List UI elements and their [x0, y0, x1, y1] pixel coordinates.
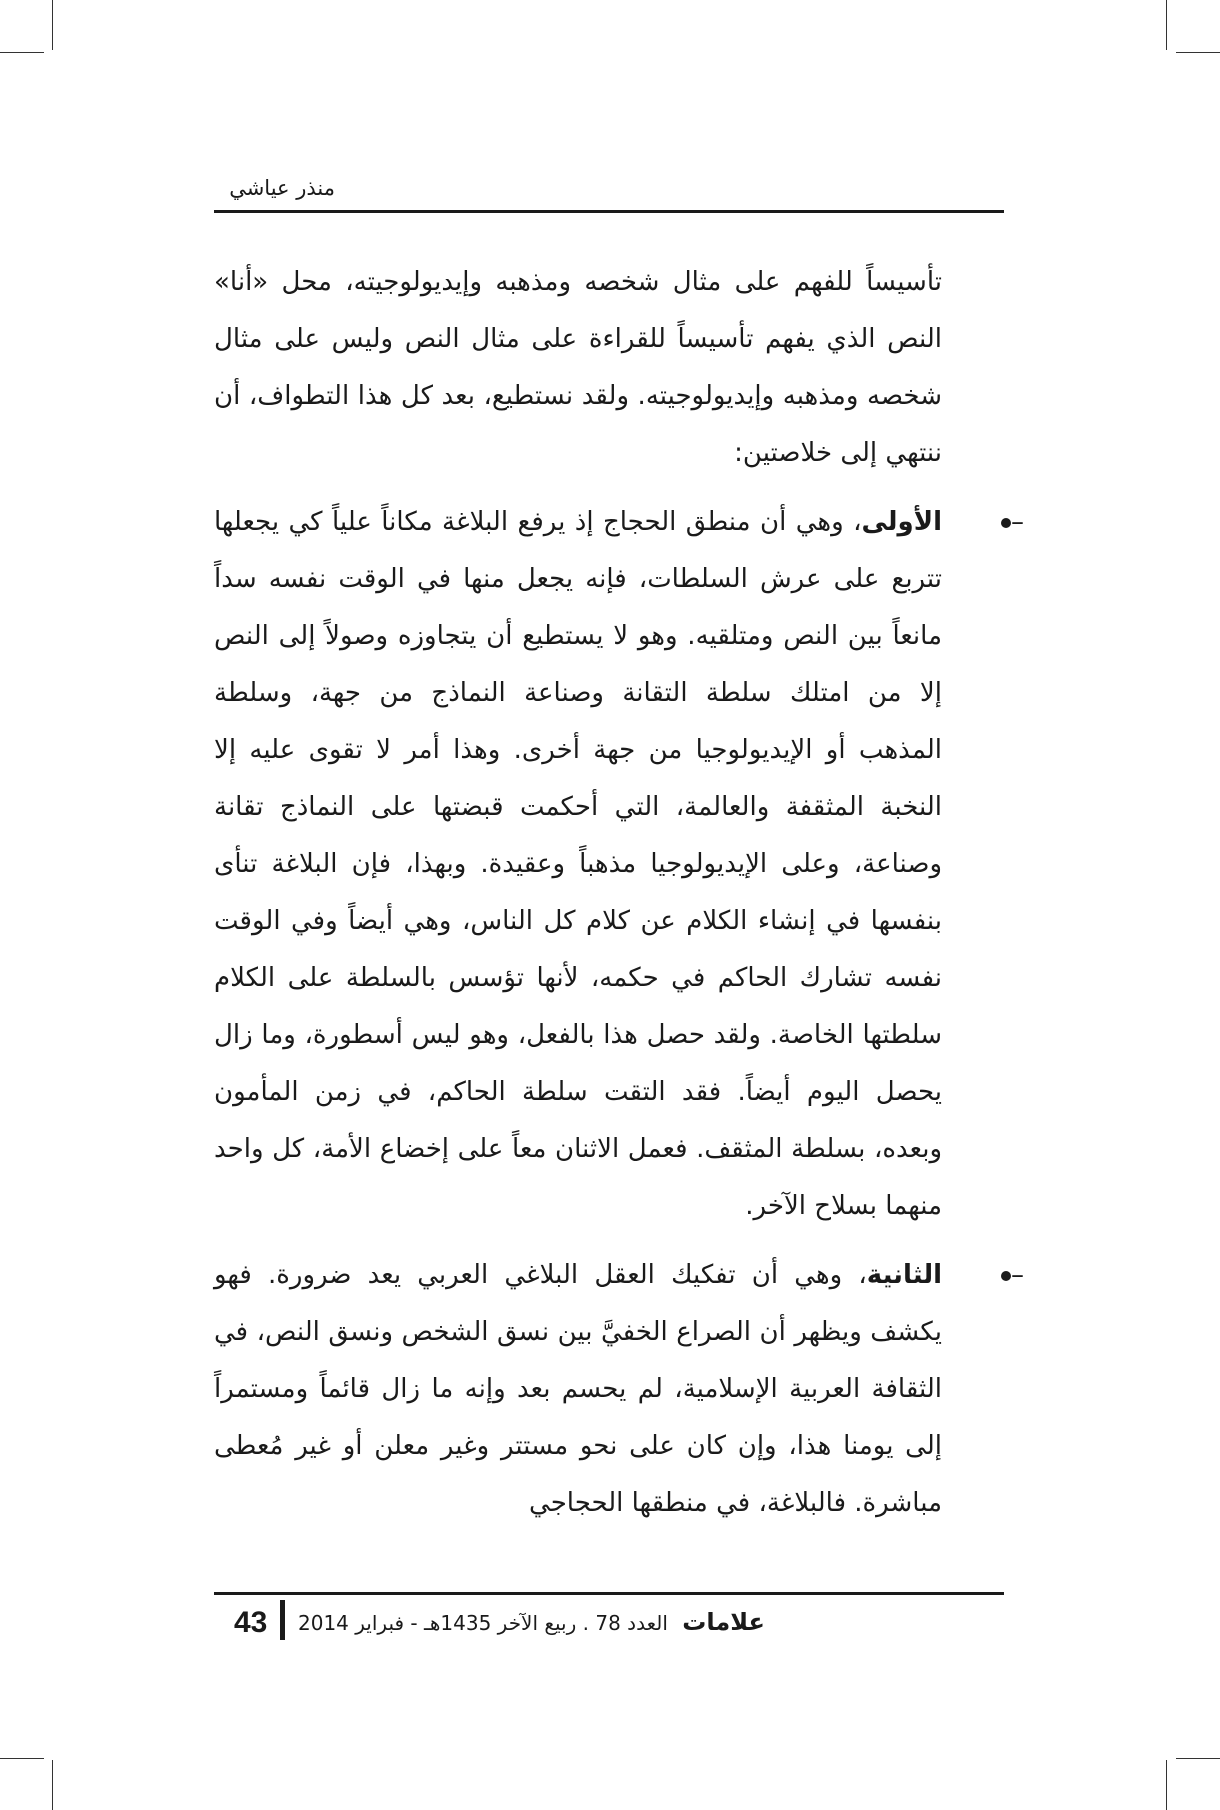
crop-mark — [1176, 52, 1220, 53]
running-header-author: منذر عياشي — [229, 176, 335, 200]
crop-mark — [1176, 1758, 1220, 1759]
bullet-marker: – — [989, 1247, 1024, 1304]
journal-info — [298, 1608, 765, 1636]
crop-mark — [52, 0, 53, 50]
crop-mark — [1166, 1760, 1167, 1810]
page-number: 43 — [234, 1606, 268, 1639]
crop-mark — [0, 1758, 44, 1759]
bullet-lead: الثانية — [866, 1260, 942, 1290]
journal-name: علامات — [682, 1608, 765, 1636]
issue-info: العدد 78 . ربيع الآخر 1435هـ - فبراير 2014 — [298, 1611, 668, 1635]
bullet-dot-icon — [1001, 1271, 1011, 1281]
bullet-dot-icon — [1001, 518, 1011, 528]
crop-mark — [1166, 0, 1167, 50]
crop-mark — [52, 1760, 53, 1810]
body-text — [214, 254, 1024, 1532]
crop-mark — [0, 52, 44, 53]
footer-separator-bar — [280, 1600, 285, 1640]
bullet-marker: – — [989, 494, 1024, 551]
bullet-item-second — [214, 1247, 1024, 1532]
bullet-lead: الأولى — [861, 507, 942, 537]
bullet-text: ، وهي أن منطق الحجاج إذ يرفع البلاغة مكاناً علياً كي يجعلها تتربع على عرش السلطات، فإنه يجعل منها في الوقت نفسه سداً مانعاً بين النص ومتلقيه. وهو لا يستطيع أن يتجاوزه وصولاً إلى النص إلا من امتلك سلطة التقانة وصناعة النماذج من جهة، وسلطة المذهب أو الإيديولوجيا من جهة أخرى. وهذا أمر لا تقوى عليه إلا النخبة المثقفة والعالمة، التي أحكمت قبضتها على النماذج تقانة وصناعة، وعلى الإيديولوجيا مذهباً وعقيدة. وبهذا، فإن البلاغة تنأى بنفسها في إنشاء الكلام عن كلام كل الناس، وهي أيضاً وفي الوقت نفسه تشارك الحاكم في حكمه، لأنها تؤسس بالسلطة على الكلام سلطتها الخاصة. ولقد حصل هذا بالفعل، وهو ليس أسطورة، وما زال يحصل اليوم أيضاً. فقد التقت سلطة الحاكم، في زمن المأمون وبعده، بسلطة المثقف. فعمل الاثنان معاً على إخضاع الأمة، كل واحد منهما بسلاح الآخر. — [214, 507, 942, 1221]
header-rule — [214, 210, 1004, 213]
footer-rule — [214, 1592, 1004, 1595]
bullet-text: ، وهي أن تفكيك العقل البلاغي العربي يعد ضرورة. فهو يكشف ويظهر أن الصراع الخفيَّ بين نسق الشخص ونسق النص، في الثقافة العربية الإسلامية، لم يحسم بعد وإنه ما زال قائماً ومستمراً إلى يومنا هذا، وإن كان على نحو مستتر وغير معلن أو غير مُعطى مباشرة. فالبلاغة، في منطقها الحجاجي — [214, 1260, 942, 1518]
intro-paragraph: تأسيساً للفهم على مثال شخصه ومذهبه وإيديولوجيته، محل «أنا» النص الذي يفهم تأسيساً للقراءة على مثال النص وليس على مثال شخصه ومذهبه وإيديولوجيته. ولقد نستطيع، بعد كل هذا التطواف، أن ننتهي إلى خلاصتين: — [214, 267, 942, 468]
bullet-item-first — [214, 494, 1024, 1235]
page-footer — [214, 1600, 1004, 1644]
